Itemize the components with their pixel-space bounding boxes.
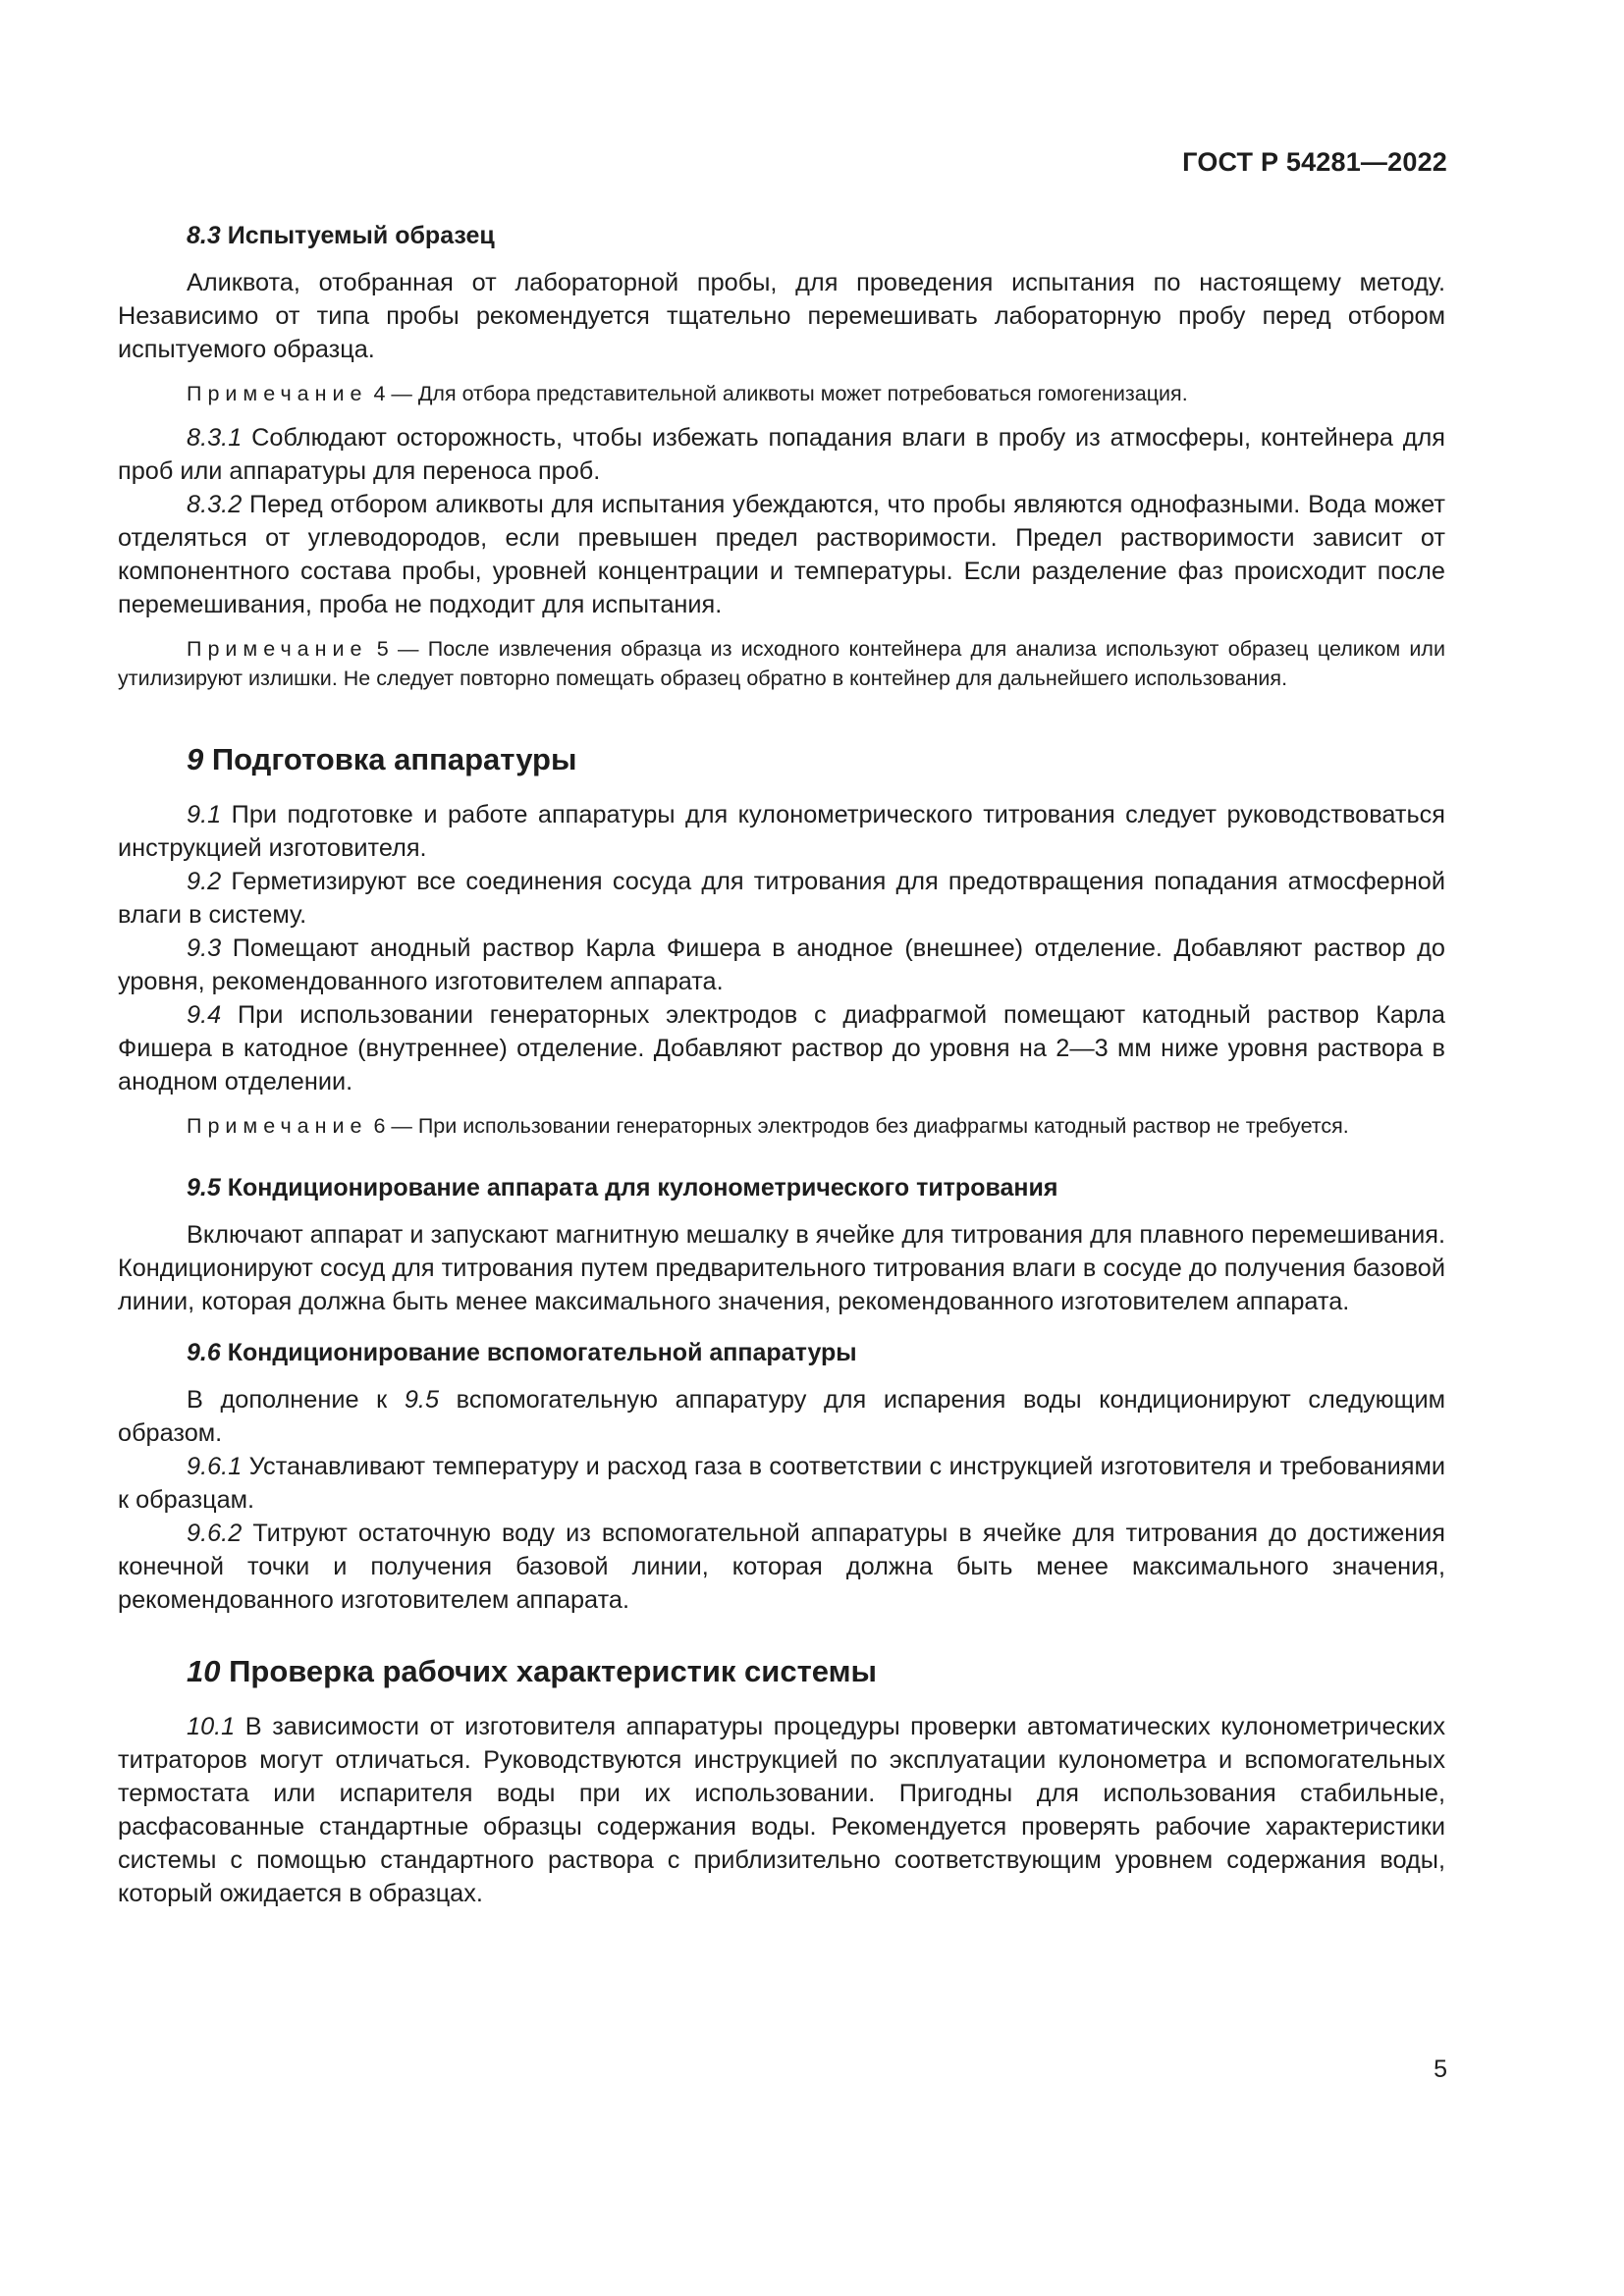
paragraph-10-1: 10.1 В зависимости от изготовителя аппаратуры процедуры проверки автоматических кулонометрических титраторов могут отличаться. Руководствуются инструкцией по эксплуатации кулонометра и вспомогательных термостата или испарителя воды при их использовании. Пригодны для использования стабильные, расфасованные стандартные образцы содержания воды. Рекомендуется проверять рабочие характеристики системы с помощью стандартного раствора с приблизительно соответствующим уровнем содержания воды, который ожидается в образцах. <box>118 1713 1446 1907</box>
paragraph-9-6-2: 9.6.2 Титруют остаточную воду из вспомогательной аппаратуры в ячейке для титрования до достижения конечной точки и получения базовой линии, которая должна быть менее максимального значения, рекомендованного изготовителем аппарата. <box>118 1520 1446 1614</box>
page-content <box>118 222 1445 1910</box>
subsection-heading-9-6: 9.6 Кондиционирование вспомогательной аппаратуры <box>187 1339 857 1366</box>
section-heading-10: 10 Проверка рабочих характеристик системы <box>187 1654 878 1688</box>
subsection-heading-8-3: 8.3 Испытуемый образец <box>187 222 495 249</box>
note-6: Примечание 6 — При использовании генераторных электродов без диафрагмы катодный раствор не требуется. <box>187 1114 1349 1138</box>
paragraph-8-3-2: 8.3.2 Перед отбором аликвоты для испытания убеждаются, что пробы являются однофазными. Вода может отделяться от углеводородов, если превышен предел растворимости. Предел растворимости зависит от компонентного состава пробы, уровней концентрации и температуры. Если разделение фаз происходит после перемешивания, проба не подходит для испытания. <box>118 491 1445 618</box>
paragraph-8-3: Аликвота, отобранная от лабораторной пробы, для проведения испытания по настоящему методу. Независимо от типа пробы рекомендуется тщательно перемешивать лабораторную пробу перед отбором испытуемого образца. <box>118 269 1445 363</box>
paragraph-9-6-1: 9.6.1 Устанавливают температуру и расход газа в соответствии с инструкцией изготовителя и требованиями к образцам. <box>118 1453 1445 1514</box>
paragraph-9-1: 9.1 При подготовке и работе аппаратуры для кулонометрического титрования следует руководствоваться инструкцией изготовителя. <box>118 801 1445 862</box>
section-heading-9: 9 Подготовка аппаратуры <box>187 742 577 776</box>
paragraph-9-2: 9.2 Герметизируют все соединения сосуда для титрования для предотвращения попадания атмосферной влаги в систему. <box>118 868 1445 929</box>
subsection-heading-9-5: 9.5 Кондиционирование аппарата для кулонометрического титрования <box>187 1174 1058 1201</box>
paragraph-9-3: 9.3 Помещают анодный раствор Карла Фишера в анодное (внешнее) отделение. Добавляют раствор до уровня, рекомендованного изготовителем аппарата. <box>118 934 1445 995</box>
paragraph-8-3-1: 8.3.1 Соблюдают осторожность, чтобы избежать попадания влаги в пробу из атмосферы, контейнера для проб или аппаратуры для переноса проб. <box>118 424 1446 485</box>
standard-code: ГОСТ Р 54281—2022 <box>1182 147 1447 177</box>
note-5: Примечание 5 — После извлечения образца из исходного контейнера для анализа используют образец целиком или утилизируют излишки. Не следует повторно помещать образец обратно в контейнер для дальнейшего использования. <box>118 637 1445 690</box>
page-number: 5 <box>1434 2056 1447 2083</box>
note-4: Примечание 4 — Для отбора представительной аликвоты может потребоваться гомогенизация. <box>187 382 1188 405</box>
paragraph-9-6: В дополнение к 9.5 вспомогательную аппаратуру для испарения воды кондиционируют следующим образом. <box>118 1386 1445 1447</box>
paragraph-9-4: 9.4 При использовании генераторных электродов с диафрагмой помещают катодный раствор Карла Фишера в катодное (внутреннее) отделение. Добавляют раствор до уровня на 2—3 мм ниже уровня раствора в анодном отделении. <box>118 1001 1445 1095</box>
paragraph-9-5: Включают аппарат и запускают магнитную мешалку в ячейке для титрования для плавного перемешивания. Кондиционируют сосуд для титрования путем предварительного титрования влаги в сосуде до получения базовой линии, которая должна быть менее максимального значения, рекомендованного изготовителем аппарата. <box>118 1221 1445 1315</box>
